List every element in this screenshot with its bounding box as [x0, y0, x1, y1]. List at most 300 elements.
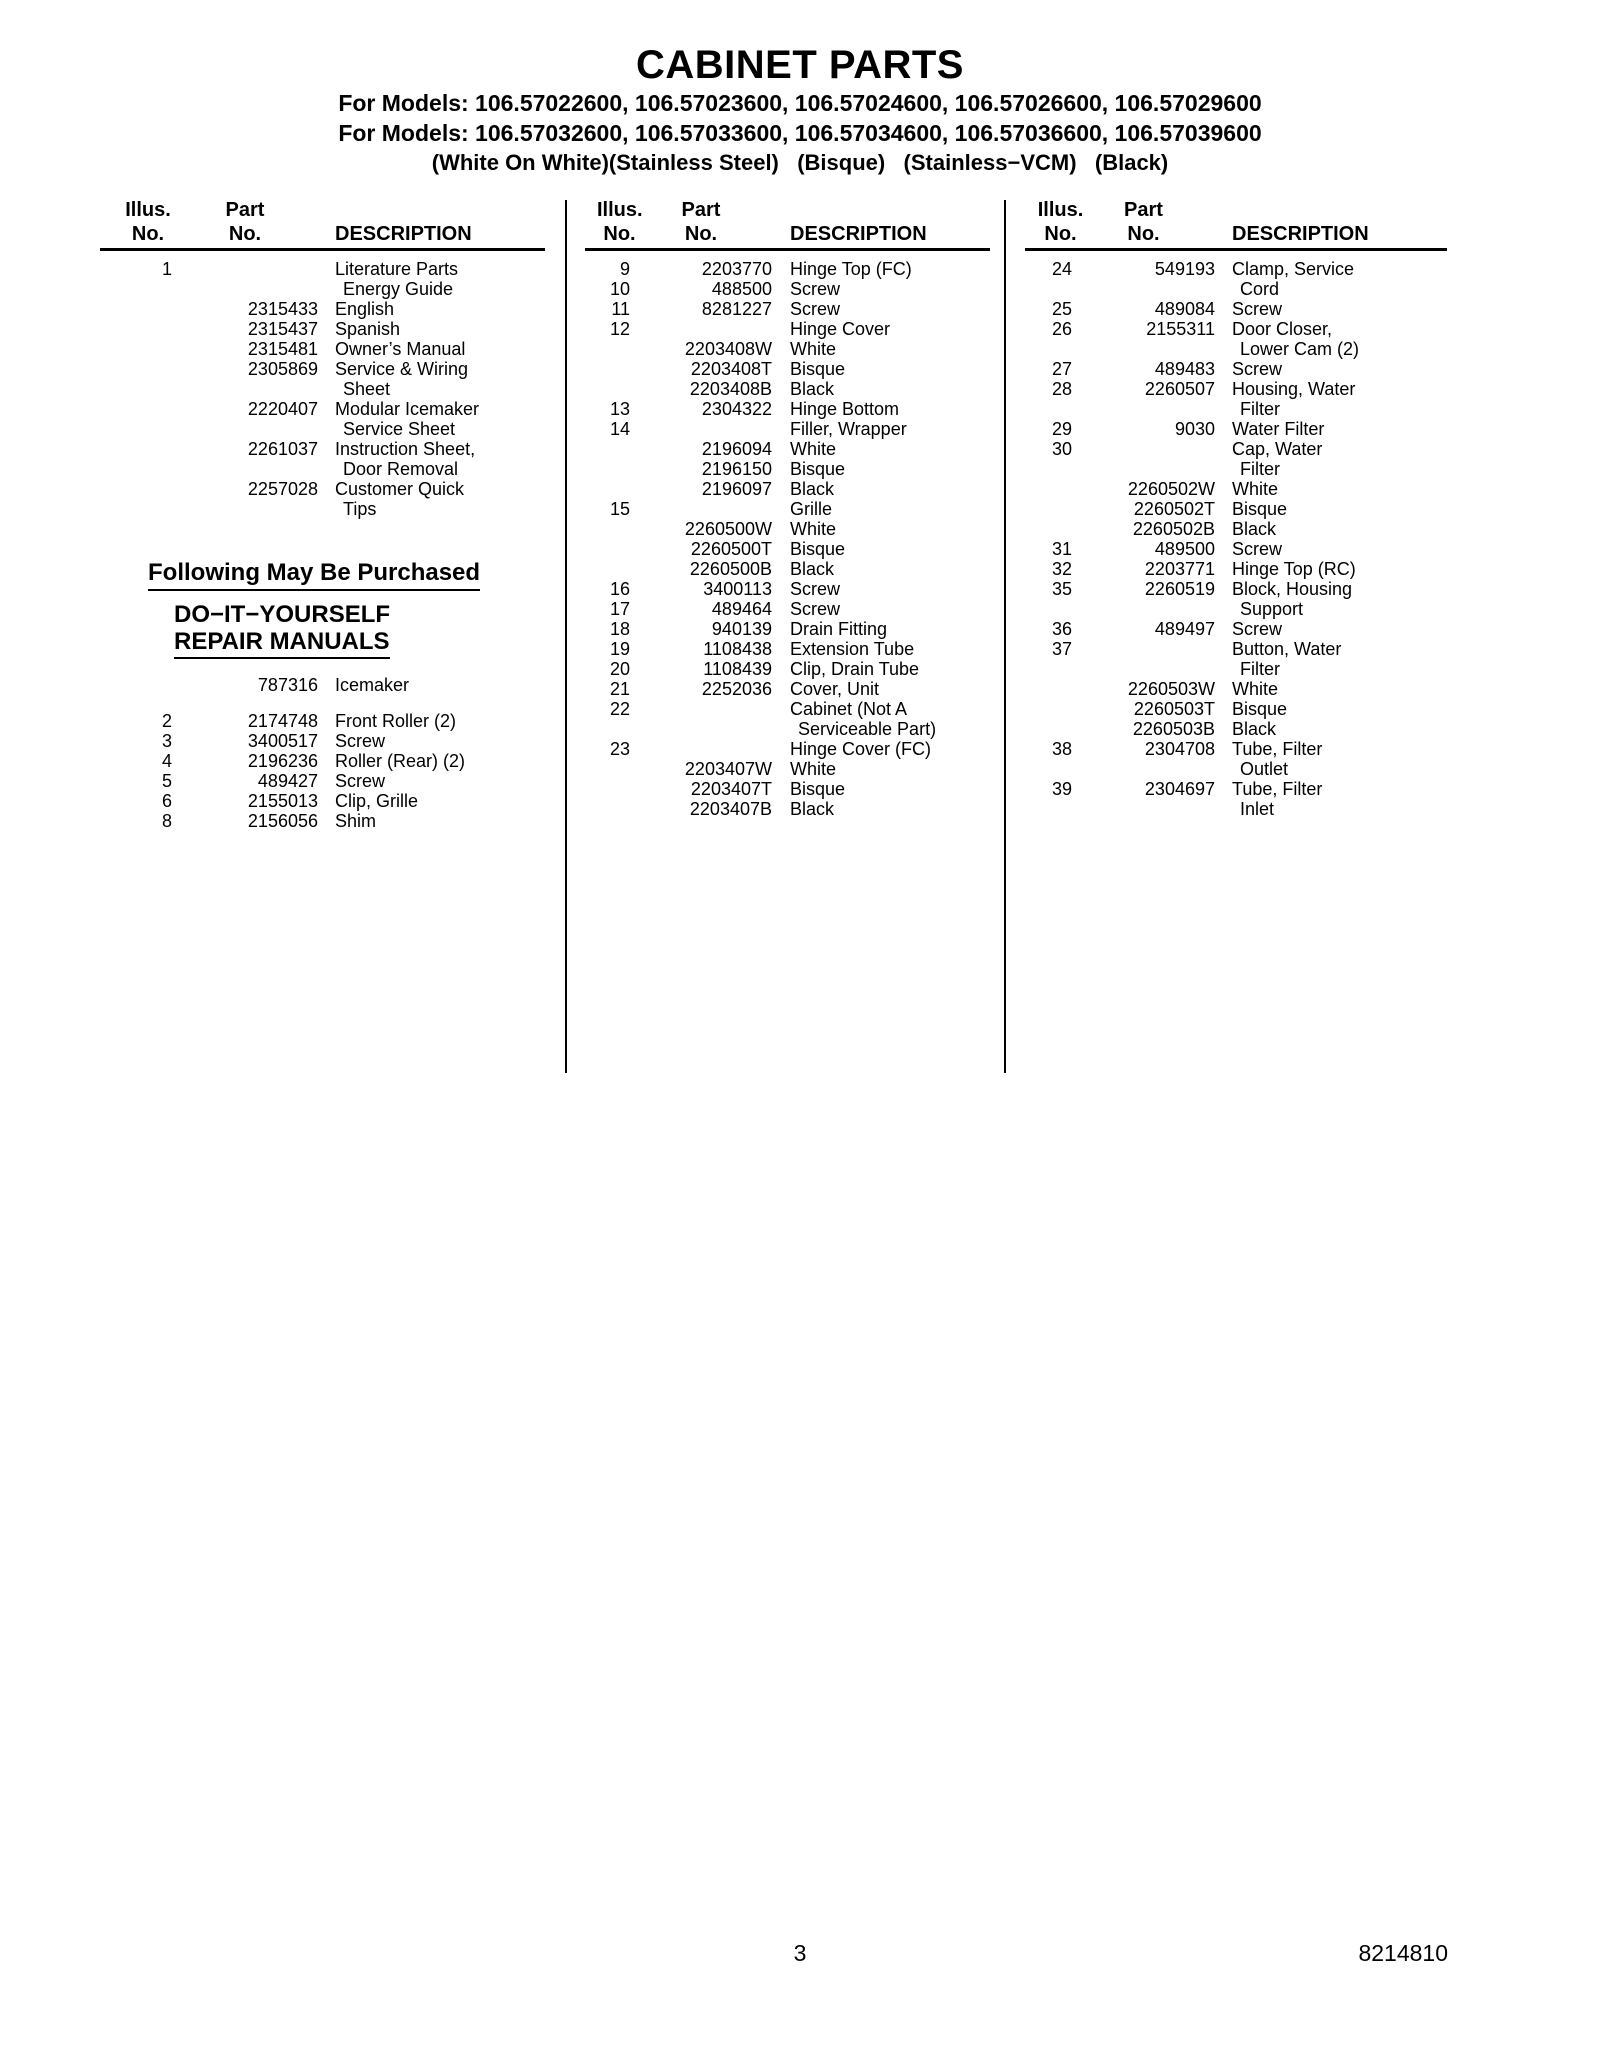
table-row	[1025, 359, 1447, 379]
part-no-cell	[1072, 439, 1215, 459]
illus-no-cell	[1025, 459, 1072, 479]
description-cell: Service Sheet	[343, 419, 456, 439]
table-row	[100, 359, 545, 379]
illus-no-cell	[1025, 499, 1072, 519]
table-row	[1025, 739, 1447, 759]
part-no-cell: 2257028	[247, 479, 318, 499]
purchase-heading-text: Following May Be Purchased	[148, 559, 480, 591]
part-header: Part	[681, 199, 721, 221]
table-row	[1025, 539, 1447, 559]
description-cell: Screw	[1232, 619, 1283, 639]
description-cell: Drain Fitting	[790, 619, 888, 639]
part-no-cell: 2220407	[247, 399, 318, 419]
illus-no-cell	[100, 419, 172, 439]
description-cell: Hinge Cover	[790, 319, 891, 339]
part-no-cell	[1072, 599, 1215, 619]
table-row	[100, 811, 545, 831]
part-no-cell: 2260502B	[1132, 519, 1215, 539]
illus-no-cell: 6	[161, 791, 172, 811]
illus-no-cell	[585, 779, 630, 799]
illus-header: Illus.	[125, 199, 171, 221]
header-row	[585, 198, 990, 222]
description-cell: Clip, Grille	[335, 791, 419, 811]
illus-no-cell: 14	[609, 419, 630, 439]
description-header: DESCRIPTION	[790, 223, 927, 245]
part-no-cell	[630, 419, 772, 439]
description-header: DESCRIPTION	[335, 223, 472, 245]
description-cell: White	[790, 339, 837, 359]
description-header-spacer	[772, 198, 990, 222]
part-no-cell: 2304322	[701, 399, 772, 419]
illus-no-cell: 1	[161, 259, 172, 279]
table-row	[100, 771, 545, 791]
description-cell: Hinge Top (RC)	[1232, 559, 1356, 579]
illus-no-cell: 19	[609, 639, 630, 659]
table-row	[585, 659, 990, 679]
table-row	[1025, 659, 1447, 679]
description-cell: Hinge Cover (FC)	[790, 739, 932, 759]
illus-header: Illus.	[1037, 199, 1084, 221]
table-row	[1025, 259, 1447, 279]
part-header: No.	[1127, 223, 1160, 245]
table-row	[1025, 319, 1447, 339]
illus-no-cell: 32	[1051, 559, 1072, 579]
description-cell: Black	[790, 559, 835, 579]
description-cell: Extension Tube	[790, 639, 915, 659]
table-row	[1025, 759, 1447, 779]
description-cell: Block, Housing	[1232, 579, 1353, 599]
table-row	[585, 619, 990, 639]
part-no-cell	[1072, 799, 1215, 819]
description-cell: Spanish	[335, 319, 401, 339]
illus-no-cell	[1025, 759, 1072, 779]
illus-no-cell	[100, 279, 172, 299]
part-no-cell	[172, 279, 318, 299]
table-row	[585, 379, 990, 399]
part-no-cell: 2203407W	[684, 759, 772, 779]
description-cell: Support	[1240, 599, 1304, 619]
description-cell: Service & Wiring	[335, 359, 469, 379]
part-no-cell: 549193	[1154, 259, 1215, 279]
description-cell: Cabinet (Not A	[790, 699, 908, 719]
table-row	[100, 731, 545, 751]
part-no-cell: 2155311	[1146, 319, 1215, 339]
part-no-cell: 2196094	[701, 439, 772, 459]
illus-no-cell: 10	[609, 279, 630, 299]
description-cell: White	[790, 759, 837, 779]
illus-no-cell	[585, 459, 630, 479]
illus-no-cell	[1025, 799, 1072, 819]
table-row	[1025, 799, 1447, 819]
illus-no-cell	[100, 399, 172, 419]
parts-rows	[1025, 259, 1447, 819]
part-no-cell: 2260500W	[684, 519, 772, 539]
part-no-cell: 489500	[1154, 539, 1215, 559]
part-no-cell: 2260503B	[1132, 719, 1215, 739]
header-row	[1025, 198, 1447, 222]
part-header: Part	[1124, 199, 1163, 221]
part-no-cell: 489464	[711, 599, 772, 619]
illus-no-cell: 5	[161, 771, 172, 791]
illus-no-cell	[585, 539, 630, 559]
table-row	[100, 711, 545, 731]
illus-header: No.	[1044, 223, 1077, 245]
column-header	[100, 198, 545, 251]
part-no-cell: 2203407B	[689, 799, 772, 819]
illus-no-cell: 3	[161, 731, 172, 751]
description-cell: Water Filter	[1232, 419, 1325, 439]
table-row	[1025, 299, 1447, 319]
table-row	[1025, 679, 1447, 699]
illus-no-cell: 28	[1051, 379, 1072, 399]
illus-no-cell	[100, 439, 172, 459]
description-cell: Inlet	[1240, 799, 1275, 819]
table-row	[1025, 439, 1447, 459]
part-no-cell: 2252036	[701, 679, 772, 699]
table-row	[1025, 779, 1447, 799]
part-no-cell	[1072, 399, 1215, 419]
parts-column-3	[1025, 198, 1447, 819]
part-no-cell: 1108438	[703, 639, 772, 659]
description-cell: White	[1232, 479, 1279, 499]
illus-no-cell	[585, 439, 630, 459]
description-cell: Owner’s Manual	[335, 339, 466, 359]
purchase-heading	[148, 559, 545, 591]
part-no-cell	[1072, 339, 1215, 359]
header-rule	[585, 248, 990, 251]
table-row	[100, 279, 545, 299]
illus-no-cell	[585, 559, 630, 579]
illus-no-cell	[100, 299, 172, 319]
description-cell: Black	[790, 799, 835, 819]
description-cell: Bisque	[790, 359, 846, 379]
table-row	[585, 599, 990, 619]
column-divider	[565, 200, 567, 1073]
illus-no-cell: 39	[1051, 779, 1072, 799]
part-no-cell	[630, 499, 772, 519]
part-no-cell: 2196150	[701, 459, 772, 479]
part-no-cell: 2260502W	[1127, 479, 1215, 499]
table-row	[585, 759, 990, 779]
table-row	[1025, 699, 1447, 719]
description-cell: Screw	[1232, 539, 1283, 559]
illus-no-cell	[1025, 519, 1072, 539]
table-row	[585, 279, 990, 299]
description-cell: English	[335, 299, 395, 319]
illus-no-cell	[1025, 479, 1072, 499]
part-no-cell: 9030	[1174, 419, 1215, 439]
table-row	[100, 459, 545, 479]
part-no-cell	[1072, 279, 1215, 299]
illus-no-cell: 37	[1051, 639, 1072, 659]
table-row	[1025, 719, 1447, 739]
part-no-cell	[1072, 759, 1215, 779]
table-row	[585, 699, 990, 719]
table-row	[100, 751, 545, 771]
description-cell: Tips	[343, 499, 377, 519]
description-cell: Screw	[790, 299, 841, 319]
part-no-cell	[630, 719, 772, 739]
description-cell: White	[790, 519, 837, 539]
table-row	[1025, 459, 1447, 479]
part-no-cell: 489497	[1154, 619, 1215, 639]
description-cell: Energy Guide	[343, 279, 454, 299]
description-cell: Bisque	[1232, 699, 1288, 719]
table-row	[585, 679, 990, 699]
table-row	[100, 791, 545, 811]
description-header: DESCRIPTION	[1232, 223, 1369, 245]
table-row	[1025, 339, 1447, 359]
part-no-cell: 2260503W	[1127, 679, 1215, 699]
illus-header: No.	[131, 223, 165, 245]
table-row	[100, 299, 545, 319]
description-cell: Bisque	[790, 779, 846, 799]
document-header	[0, 0, 1600, 178]
description-cell: Black	[1232, 719, 1277, 739]
table-row	[585, 639, 990, 659]
description-cell: Tube, Filter	[1232, 739, 1323, 759]
part-no-cell	[1072, 639, 1215, 659]
description-cell: Housing, Water	[1232, 379, 1356, 399]
illus-no-cell: 35	[1051, 579, 1072, 599]
illus-no-cell	[1025, 399, 1072, 419]
header-rule	[1025, 248, 1447, 251]
description-cell: Filter	[1240, 459, 1280, 479]
table-row	[100, 379, 545, 399]
description-cell: Tube, Filter	[1232, 779, 1323, 799]
models-line-2: For Models: 106.57032600, 106.57033600, 106.57034600, 106.57036600, 106.57039600	[338, 120, 1262, 146]
illus-no-cell: 26	[1051, 319, 1072, 339]
part-no-cell: 489084	[1154, 299, 1215, 319]
table-row	[585, 459, 990, 479]
part-no-cell: 2315433	[247, 299, 318, 319]
table-row	[585, 439, 990, 459]
illus-no-cell	[585, 379, 630, 399]
table-row	[100, 319, 545, 339]
table-row	[100, 675, 545, 695]
description-cell: Modular Icemaker	[335, 399, 480, 419]
description-cell: Hinge Bottom	[790, 399, 900, 419]
description-cell: Screw	[1232, 359, 1283, 379]
table-row	[1025, 279, 1447, 299]
part-no-cell: 2155013	[247, 791, 318, 811]
part-no-cell: 2196236	[247, 751, 318, 771]
table-row	[585, 559, 990, 579]
description-cell: Black	[790, 379, 835, 399]
table-row	[585, 499, 990, 519]
illus-no-cell	[585, 479, 630, 499]
part-no-cell: 2203408W	[684, 339, 772, 359]
part-no-cell	[630, 319, 772, 339]
illus-no-cell	[100, 479, 172, 499]
parts-column-1	[100, 198, 545, 831]
table-row	[100, 499, 545, 519]
part-no-cell	[1072, 659, 1215, 679]
description-cell: Screw	[335, 771, 386, 791]
illus-no-cell	[100, 319, 172, 339]
description-cell: Sheet	[343, 379, 391, 399]
part-no-cell: 2203771	[1144, 559, 1215, 579]
part-no-cell: 2260503T	[1133, 699, 1215, 719]
illus-no-cell	[1025, 679, 1072, 699]
table-row	[585, 799, 990, 819]
illus-no-cell	[1025, 659, 1072, 679]
part-no-cell	[172, 459, 318, 479]
table-row	[585, 539, 990, 559]
part-no-cell: 2304697	[1144, 779, 1215, 799]
description-cell: Bisque	[790, 539, 846, 559]
subheading-line	[174, 601, 545, 628]
illus-no-cell	[585, 799, 630, 819]
table-row	[1025, 619, 1447, 639]
description-cell: Front Roller (2)	[335, 711, 457, 731]
description-cell: Screw	[335, 731, 386, 751]
description-cell: White	[1232, 679, 1279, 699]
illus-no-cell: 29	[1051, 419, 1072, 439]
illus-no-cell: 25	[1051, 299, 1072, 319]
description-cell: Roller (Rear) (2)	[335, 751, 466, 771]
publication-number: 8214810	[1358, 1940, 1448, 1966]
table-row	[1025, 639, 1447, 659]
table-row	[585, 419, 990, 439]
illus-no-cell	[585, 519, 630, 539]
description-cell: Icemaker	[335, 675, 410, 695]
table-row	[585, 359, 990, 379]
table-row	[1025, 499, 1447, 519]
part-no-cell: 2304708	[1144, 739, 1215, 759]
description-header-spacer	[1215, 198, 1447, 222]
part-no-cell: 2196097	[701, 479, 772, 499]
illus-no-cell	[585, 359, 630, 379]
illus-no-cell	[100, 379, 172, 399]
illus-no-cell: 15	[609, 499, 630, 519]
table-row	[1025, 379, 1447, 399]
illus-no-cell	[100, 459, 172, 479]
description-cell: Filter	[1240, 399, 1280, 419]
illus-no-cell: 30	[1051, 439, 1072, 459]
illus-no-cell: 31	[1051, 539, 1072, 559]
illus-no-cell	[1025, 699, 1072, 719]
part-no-cell: 2315481	[247, 339, 318, 359]
illus-no-cell	[1025, 719, 1072, 739]
page-title: CABINET PARTS	[636, 43, 964, 87]
description-cell: Clip, Drain Tube	[790, 659, 920, 679]
table-row	[100, 479, 545, 499]
table-row	[1025, 599, 1447, 619]
header-row	[100, 222, 545, 246]
column-header	[1025, 198, 1447, 251]
part-no-cell	[630, 739, 772, 759]
illus-no-cell: 13	[609, 399, 630, 419]
illus-no-cell: 24	[1051, 259, 1072, 279]
description-cell: Serviceable Part)	[798, 719, 937, 739]
part-no-cell	[1072, 459, 1215, 479]
description-cell: Black	[790, 479, 835, 499]
part-no-cell: 2305869	[247, 359, 318, 379]
illus-no-cell	[100, 359, 172, 379]
description-cell: Filter	[1240, 659, 1280, 679]
column-divider	[1004, 200, 1006, 1073]
description-cell: Cap, Water	[1232, 439, 1323, 459]
header-row	[1025, 222, 1447, 246]
table-row	[1025, 579, 1447, 599]
part-no-cell: 2174748	[247, 711, 318, 731]
illus-no-cell: 38	[1051, 739, 1072, 759]
part-no-cell: 2260500T	[690, 539, 772, 559]
table-row	[100, 339, 545, 359]
illus-no-cell: 20	[609, 659, 630, 679]
part-no-cell: 2260502T	[1133, 499, 1215, 519]
illus-no-cell: 12	[609, 319, 630, 339]
illus-no-cell: 22	[609, 699, 630, 719]
description-cell: Literature Parts	[335, 259, 459, 279]
illus-no-cell: 2	[161, 711, 172, 731]
part-no-cell: 2203408T	[690, 359, 772, 379]
parts-column-2	[585, 198, 990, 819]
illus-no-cell: 36	[1051, 619, 1072, 639]
table-row	[585, 259, 990, 279]
illus-no-cell	[100, 675, 172, 695]
description-cell: Door Removal	[343, 459, 459, 479]
part-no-cell: 488500	[711, 279, 772, 299]
description-cell: Shim	[335, 811, 377, 831]
subheading-line	[174, 628, 545, 659]
part-no-cell: 2260519	[1144, 579, 1215, 599]
repair-manuals-heading	[174, 601, 545, 659]
part-no-cell: 489483	[1154, 359, 1215, 379]
header-rule	[100, 248, 545, 251]
illus-no-cell	[100, 499, 172, 519]
description-cell: Cover, Unit	[790, 679, 880, 699]
header-row	[100, 198, 545, 222]
table-row	[585, 399, 990, 419]
parts-rows	[100, 259, 545, 519]
illus-header: Illus.	[597, 199, 643, 221]
description-cell: Grille	[790, 499, 833, 519]
table-row	[1025, 519, 1447, 539]
description-cell: Button, Water	[1232, 639, 1342, 659]
table-row	[100, 259, 545, 279]
part-no-cell: 2260507	[1144, 379, 1215, 399]
part-no-cell: 2260500B	[689, 559, 772, 579]
parts-rows	[100, 711, 545, 831]
table-row	[100, 439, 545, 459]
table-row	[585, 779, 990, 799]
description-cell: Outlet	[1240, 759, 1289, 779]
part-no-cell: 1108439	[703, 659, 772, 679]
part-no-cell: 940139	[711, 619, 772, 639]
description-header-spacer	[318, 198, 545, 222]
part-no-cell: 2261037	[247, 439, 318, 459]
part-no-cell: 787316	[257, 675, 318, 695]
part-no-cell	[630, 699, 772, 719]
part-header: No.	[684, 223, 718, 245]
table-row	[585, 339, 990, 359]
description-cell: Door Closer,	[1232, 319, 1333, 339]
description-cell: Clamp, Service	[1232, 259, 1355, 279]
table-row	[585, 479, 990, 499]
table-row	[585, 299, 990, 319]
description-cell: Bisque	[1232, 499, 1288, 519]
illus-no-cell	[1025, 599, 1072, 619]
table-row	[100, 419, 545, 439]
table-row	[585, 579, 990, 599]
illus-no-cell	[100, 339, 172, 359]
table-row	[585, 739, 990, 759]
parts-rows	[100, 675, 545, 695]
part-no-cell: 2315437	[247, 319, 318, 339]
table-row	[1025, 479, 1447, 499]
